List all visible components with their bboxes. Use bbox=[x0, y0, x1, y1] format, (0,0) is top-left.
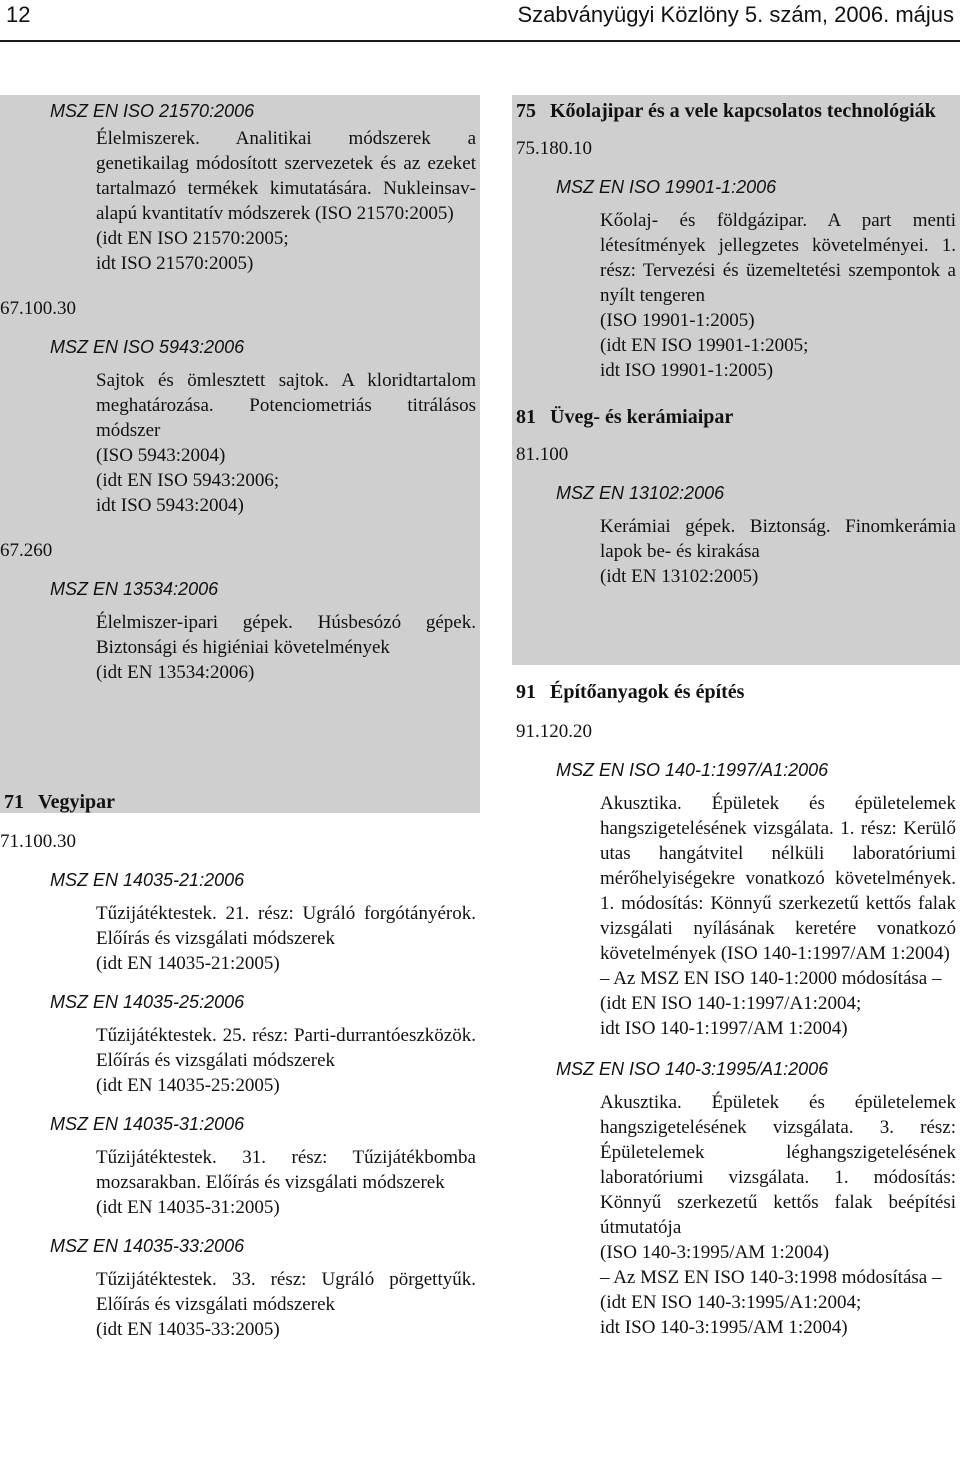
standard-description: Tűzijátéktestek. 21. rész: Ugráló forgótányérok. Előírás és vizsgálati módszerek bbox=[96, 903, 476, 949]
page-number: 12 bbox=[6, 2, 31, 27]
classification-code: 81.100 bbox=[516, 444, 569, 465]
standard-reference: (idt EN ISO 5943:2006; bbox=[96, 470, 280, 491]
right-shaded-block bbox=[512, 95, 960, 665]
standard-reference: (idt EN ISO 140-3:1995/A1:2004; bbox=[600, 1292, 862, 1313]
section-number: 91 bbox=[516, 681, 536, 703]
right-section-91 bbox=[512, 680, 960, 1340]
section-heading bbox=[516, 680, 960, 705]
standard-reference: idt ISO 5943:2004) bbox=[96, 495, 244, 516]
standard-code: MSZ EN 13534:2006 bbox=[50, 579, 219, 599]
standard-description: Akusztika. Épületek és épületelemek hangszigetelésének vizsgálata. 1. rész: Kerülő utas hangátvitel nélküli laboratóriumi mérőhelyiségekre vonatkozó követelmények. 1. módosítás: Könnyű szerkezetű kettős falak vizsgálati nyílásának keretére vonatkozó követelmények (ISO 140-1:1997/AM 1:2004) bbox=[600, 793, 956, 964]
standard-code: MSZ EN ISO 21570:2006 bbox=[50, 101, 255, 121]
standard-amendment-note: – Az MSZ EN ISO 140-3:1998 módosítása – bbox=[600, 1267, 942, 1288]
section-title: Vegyipar bbox=[38, 791, 116, 813]
classification-code: 91.120.20 bbox=[516, 721, 592, 742]
standard-code: MSZ EN 14035-25:2006 bbox=[50, 992, 245, 1012]
standard-code: MSZ EN ISO 19901-1:2006 bbox=[556, 177, 777, 197]
classification-code: 71.100.30 bbox=[0, 831, 76, 852]
section-title: Üveg- és kerámiaipar bbox=[550, 406, 734, 428]
standard-reference: (ISO 140-3:1995/AM 1:2004) bbox=[600, 1242, 830, 1263]
standard-description: Élelmiszerek. Analitikai módszerek a genetikailag módosított szervezetek és az ezeket tartalmazó termékek kimutatására. Nukleinsav-alapú kvantitatív módszerek (ISO 21570:2005) bbox=[96, 128, 476, 224]
section-number: 81 bbox=[516, 406, 536, 428]
standard-description: Tűzijátéktestek. 33. rész: Ugráló pörgettyűk. Előírás és vizsgálati módszerek bbox=[96, 1269, 476, 1315]
standard-reference: (idt EN ISO 21570:2005; bbox=[96, 228, 289, 249]
standard-amendment-note: – Az MSZ EN ISO 140-1:2000 módosítása – bbox=[600, 968, 942, 989]
standard-reference: (idt EN 13534:2006) bbox=[96, 662, 255, 683]
standard-code: MSZ EN ISO 140-1:1997/A1:2006 bbox=[556, 760, 829, 780]
standard-reference: idt ISO 19901-1:2005) bbox=[600, 360, 774, 381]
standard-code: MSZ EN ISO 140-3:1995/A1:2006 bbox=[556, 1059, 829, 1079]
standard-reference: (idt EN 14035-33:2005) bbox=[96, 1319, 280, 1340]
standard-description: Tűzijátéktestek. 31. rész: Tűzijátékbomba mozsarakban. Előírás és vizsgálati módszerek bbox=[96, 1147, 476, 1193]
standard-code: MSZ EN 14035-31:2006 bbox=[50, 1114, 245, 1134]
standard-code: MSZ EN 14035-33:2006 bbox=[50, 1236, 245, 1256]
standard-description: Sajtok és ömlesztett sajtok. A kloridtartalom meghatározása. Potenciometriás titrálásos módszer bbox=[96, 370, 476, 441]
page-header bbox=[0, 0, 960, 30]
standard-code: MSZ EN 13102:2006 bbox=[556, 483, 725, 503]
left-shaded-block bbox=[0, 95, 480, 813]
section-heading bbox=[516, 405, 960, 430]
journal-title: Szabványügyi Közlöny 5. szám, 2006. május bbox=[517, 2, 954, 27]
standard-reference: idt ISO 21570:2005) bbox=[96, 253, 254, 274]
standard-reference: (idt EN ISO 19901-1:2005; bbox=[600, 335, 809, 356]
classification-code: 75.180.10 bbox=[516, 138, 592, 159]
section-number: 71 bbox=[4, 791, 24, 813]
left-section-71 bbox=[0, 790, 480, 1342]
section-title: Kőolajipar és a vele kapcsolatos technológiák bbox=[550, 100, 936, 122]
standard-reference: (idt EN ISO 140-1:1997/A1:2004; bbox=[600, 993, 862, 1014]
header-rule bbox=[0, 40, 960, 42]
standard-description: Élelmiszer-ipari gépek. Húsbesózó gépek. Biztonsági és higiéniai követelmények bbox=[96, 612, 476, 658]
standard-reference: (ISO 19901-1:2005) bbox=[600, 310, 755, 331]
standard-reference: (idt EN 13102:2005) bbox=[600, 566, 759, 587]
standard-reference: (idt EN 14035-31:2005) bbox=[96, 1197, 280, 1218]
standard-description: Tűzijátéktestek. 25. rész: Parti-durrantóeszközök. Előírás és vizsgálati módszerek bbox=[96, 1025, 476, 1071]
standard-reference: (idt EN 14035-25:2005) bbox=[96, 1075, 280, 1096]
classification-code: 67.100.30 bbox=[0, 298, 76, 319]
standard-description: Akusztika. Épületek és épületelemek hangszigetelésének vizsgálata. 3. rész: Épületelemek léghangszigetelésének laboratóriumi vizsgálata. 1. módosítás: Könnyű szerkezetű kettős falak beépítési útmutatója bbox=[600, 1092, 956, 1238]
standard-reference: (ISO 5943:2004) bbox=[96, 445, 226, 466]
standard-reference: idt ISO 140-3:1995/AM 1:2004) bbox=[600, 1317, 848, 1338]
standard-code: MSZ EN ISO 5943:2006 bbox=[50, 337, 245, 357]
standard-code: MSZ EN 14035-21:2006 bbox=[50, 870, 245, 890]
section-title: Építőanyagok és építés bbox=[550, 681, 745, 703]
standard-description: Kőolaj- és földgázipar. A part menti létesítmények jellegzetes követelményei. 1. rész: Tervezési és üzemeltetési szempontok a nyílt tengeren bbox=[600, 210, 956, 306]
section-heading bbox=[516, 99, 960, 124]
standard-reference: (idt EN 14035-21:2005) bbox=[96, 953, 280, 974]
section-number: 75 bbox=[516, 100, 536, 122]
classification-code: 67.260 bbox=[0, 540, 53, 561]
section-heading bbox=[4, 790, 480, 815]
standard-description: Kerámiai gépek. Biztonság. Finomkerámia lapok be- és kirakása bbox=[600, 516, 956, 562]
standard-reference: idt ISO 140-1:1997/AM 1:2004) bbox=[600, 1018, 848, 1039]
